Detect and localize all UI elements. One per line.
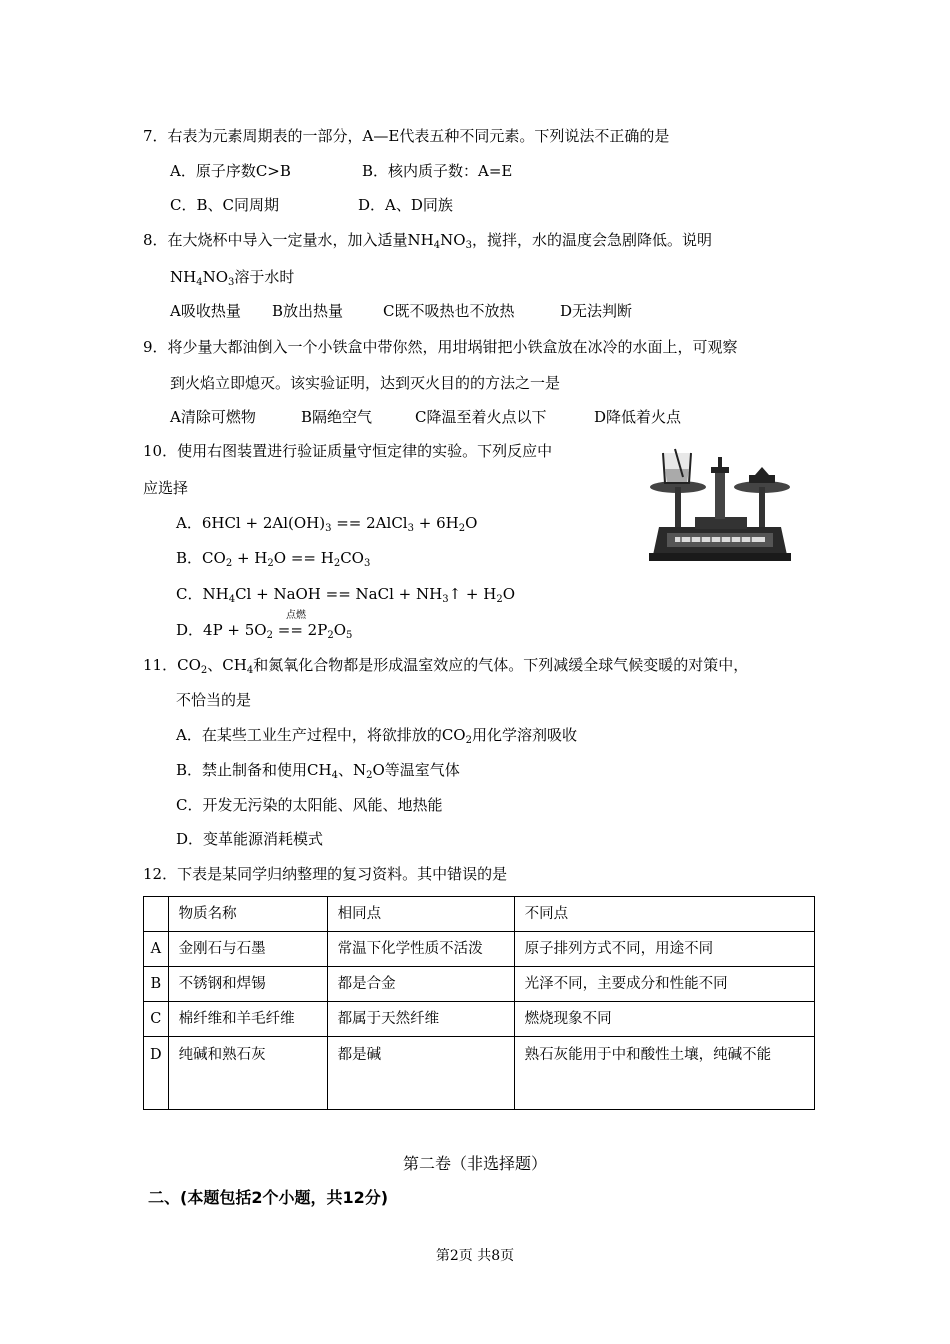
q8-option-b[interactable]: B放出热量: [272, 302, 344, 320]
table-cell: D: [144, 1037, 169, 1110]
q9-stem-line2: 到火焰立即熄灭。该实验证明，达到灭火目的的方法之一是: [170, 374, 561, 392]
table-cell: A: [144, 932, 169, 967]
table-header-cell: 不同点: [514, 897, 814, 932]
q7-option-a[interactable]: A．原子序数C>B: [170, 162, 291, 180]
table-cell: C: [144, 1002, 169, 1037]
table-cell: 棉纤维和羊毛纤维: [168, 1002, 327, 1037]
q11-stem-line2: 不恰当的是: [176, 691, 252, 709]
q8-options: [170, 301, 632, 321]
q11-option-c[interactable]: C．开发无污染的太阳能、风能、地热能: [176, 796, 443, 814]
table-cell: 都是合金: [327, 967, 514, 1002]
table-cell: 不锈钢和焊锡: [168, 967, 327, 1002]
section-title: 第二卷（非选择题）: [402, 1154, 547, 1173]
q7-stem: 7．右表为元素周期表的一部分，A—E代表五种不同元素。下列说法不正确的是: [143, 127, 670, 145]
table-cell: 光泽不同，主要成分和性能不同: [514, 967, 814, 1002]
q9-option-c[interactable]: C降温至着火点以下: [415, 408, 547, 426]
table-cell: 纯碱和熟石灰: [168, 1037, 327, 1110]
q9-option-b[interactable]: B隔绝空气: [301, 408, 373, 426]
q7-option-d[interactable]: D．A、D同族: [358, 196, 453, 214]
table-header-row: [144, 897, 815, 932]
table-cell: 金刚石与石墨: [168, 932, 327, 967]
q9-option-a[interactable]: A清除可燃物: [170, 408, 256, 426]
q7-option-c[interactable]: C．B、C同周期: [170, 196, 279, 214]
table-cell: 熟石灰能用于中和酸性土壤，纯碱不能: [514, 1037, 814, 1110]
q9-option-d[interactable]: D降低着火点: [594, 408, 682, 426]
q11-stem-line1: 11．$CO_2$、$CH_4$和氮氧化合物都是形成温室效应的气体。下列减缓全球气候变暖的对策中，: [143, 656, 749, 676]
table-cell: 常温下化学性质不活泼: [327, 932, 514, 967]
table-cell: 都属于天然纤维: [327, 1002, 514, 1037]
q8-option-c[interactable]: C既不吸热也不放热: [383, 302, 515, 320]
ignite-condition-label: 点燃: [286, 610, 306, 621]
page-footer: 第2页 共8页: [435, 1248, 515, 1264]
q7-options-row2: [170, 195, 453, 215]
q10-option-b[interactable]: B．$CO_2 + H_2O == H_2CO_3$: [176, 549, 371, 569]
q8-stem-line1: 8．在大烧杯中导入一定量水，加入适量$NH_4NO_3$，搅拌，水的温度会急剧降低。说明: [143, 231, 712, 251]
table-row: [144, 932, 815, 967]
q9-options: [170, 407, 681, 427]
table-cell: 都是碱: [327, 1037, 514, 1110]
table-cell: 燃烧现象不同: [514, 1002, 814, 1037]
q9-stem-line1: 9．将少量大都油倒入一个小铁盒中带你然，用坩埚钳把小铁盒放在冰冷的水面上，可观察: [143, 338, 738, 356]
q11-option-b[interactable]: B．禁止制备和使用$CH_4$、$N_2O$等温室气体: [176, 761, 460, 781]
table-row: [144, 1037, 815, 1110]
q11-option-d[interactable]: D．变革能源消耗模式: [176, 830, 324, 848]
table-row: [144, 967, 815, 1002]
q10-stem-line1: 10．使用右图装置进行验证质量守恒定律的实验。下列反应中: [143, 442, 553, 460]
q8-option-d[interactable]: D无法判断: [560, 302, 633, 320]
q8-option-a[interactable]: A吸收热量: [170, 302, 241, 320]
part-heading: 二、(本题包括2个小题，共12分): [148, 1188, 389, 1207]
q7-option-b[interactable]: B．核内质子数：A=E: [362, 162, 513, 180]
table-header-cell: 物质名称: [168, 897, 327, 932]
table-header-cell: [144, 897, 169, 932]
q10-option-c[interactable]: C．$NH_4Cl$ + NaOH == NaCl + $NH_3↑ + H_2O$: [176, 585, 516, 605]
table-row: [144, 1002, 815, 1037]
table-cell: 原子排列方式不同，用途不同: [514, 932, 814, 967]
q8-stem-line2: $NH_4NO_3$溶于水时: [170, 268, 295, 288]
table-header-cell: 相同点: [327, 897, 514, 932]
q12-stem: 12．下表是某同学归纳整理的复习资料。其中错误的是: [143, 865, 508, 883]
q7-options-row1: [170, 161, 512, 181]
review-table: [143, 896, 815, 1110]
balance-scale-icon: [645, 447, 795, 565]
q11-option-a[interactable]: A．在某些工业生产过程中，将欲排放的$CO_2$用化学溶剂吸收: [176, 726, 577, 746]
q10-option-d[interactable]: D．$4P + 5O_2 == 2P_2O_5$: [176, 621, 353, 641]
table-cell: B: [144, 967, 169, 1002]
q10-stem-line2: 应选择: [143, 479, 189, 497]
q10-option-a[interactable]: A．$6HCl + 2Al(OH)_3$ == 2AlCl$_3$ + $6H_2O$: [176, 514, 478, 534]
